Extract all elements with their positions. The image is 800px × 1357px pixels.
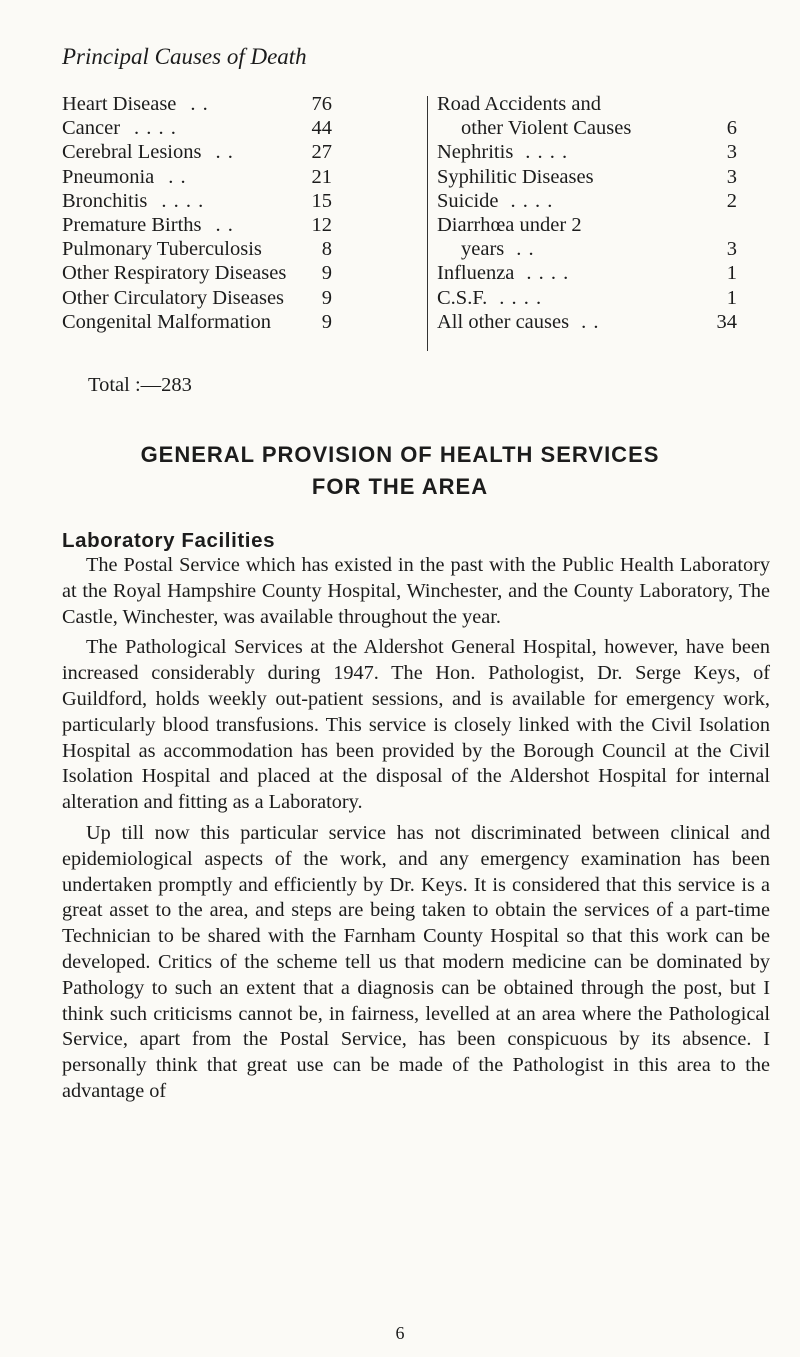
cause-label: Nephritis	[437, 141, 514, 164]
cause-row	[437, 286, 737, 310]
cause-count: 6	[726, 117, 737, 140]
general-provision-heading-2: FOR THE AREA	[311, 474, 489, 499]
cause-row	[437, 92, 737, 116]
cause-label: Road Accidents and	[437, 93, 601, 115]
cause-count: 9	[321, 262, 332, 285]
cause-count: 3	[726, 165, 737, 188]
cause-label: Suicide	[437, 189, 499, 212]
cause-count: 8	[321, 238, 332, 261]
cause-label: Bronchitis	[62, 189, 148, 212]
paragraph: Up till now this particular service has not discriminated between clinical and epidemiological aspects of the work, and any emergency examination has been undertaken promptly and efficiently by Dr. Keys. It is considered that this service is a great asset to the area, and steps are being taken to obtain the services of a part-time Technician to be shared with the Farnham County Hospital so that this work can be developed. Critics of the scheme tell us that modern medicine can be dominated by Pathology to such an extent that a diagnosis can be obtained through the post, but I think such criticisms cannot be, in fairness, levelled at an area where the Pathological Service, apart from the Postal Service, has been conspicuous by its absence. I personally think that great use can be made of the Pathologist in this area to the advantage of	[62, 821, 770, 1102]
laboratory-facilities-heading: Laboratory Facilities	[62, 529, 276, 552]
cause-row	[437, 116, 737, 140]
cause-label: Pulmonary Tuberculosis	[62, 238, 262, 261]
cause-count: 2	[726, 189, 737, 212]
cause-row	[62, 92, 407, 116]
cause-row	[437, 237, 737, 261]
cause-count: 3	[726, 238, 737, 261]
leader-dots: . . . .	[134, 117, 177, 140]
cause-label: Cancer	[62, 117, 121, 140]
leader-dots: . . . .	[499, 286, 543, 309]
cause-row	[437, 165, 737, 189]
leader-dots: . .	[215, 213, 234, 236]
leader-dots: . .	[190, 93, 209, 115]
leader-dots: . . . .	[525, 141, 569, 164]
leader-dots: . .	[168, 165, 187, 188]
cause-label: Other Circulatory Diseases	[62, 286, 285, 309]
cause-count: 12	[311, 213, 332, 236]
leader-dots: . .	[215, 141, 234, 164]
causes-right-column	[437, 92, 737, 334]
paragraph: The Pathological Services at the Aldershot General Hospital, however, have been increased considerably during 1947. The Hon. Pathologist, Dr. Serge Keys, of Guildford, holds weekly out-patient sessions, and is available for emergency work, particularly blood transfusions. This service is closely linked with the Civil Isolation Hospital as accommodation has been provided by the Borough Council at the Civil Isolation Hospital and placed at the disposal of the Aldershot Hospital for internal alteration and fitting as a Laboratory.	[62, 636, 770, 814]
leader-dots: . . . .	[510, 189, 554, 212]
total-deaths: Total :—283	[88, 374, 192, 396]
cause-label: Diarrhœa under 2	[437, 213, 582, 236]
general-provision-heading: GENERAL PROVISION OF HEALTH SERVICES	[140, 442, 660, 467]
causes-of-death-table	[62, 92, 762, 362]
cause-label: All other causes	[437, 310, 570, 333]
cause-label: other Violent Causes	[461, 117, 632, 140]
cause-row	[62, 261, 407, 285]
cause-row	[62, 310, 407, 334]
cause-count: 15	[311, 189, 332, 212]
cause-row	[437, 261, 737, 285]
cause-label: Cerebral Lesions	[62, 141, 202, 164]
cause-label: Premature Births	[62, 213, 202, 236]
paragraph: The Postal Service which has existed in the past with the Public Health Laboratory at the Royal Hampshire County Hospital, Winchester, and the County Laboratory, The Castle, Winchester, was available throughout the year.	[62, 554, 770, 628]
cause-count: 21	[311, 165, 332, 188]
page-number: 6	[395, 1323, 405, 1343]
column-divider	[427, 96, 428, 351]
cause-row	[62, 116, 407, 140]
leader-dots: . .	[516, 238, 535, 261]
section-title: Principal Causes of Death	[62, 44, 307, 69]
cause-count: 3	[726, 141, 737, 164]
cause-row	[62, 189, 407, 213]
cause-row	[62, 140, 407, 164]
leader-dots: . . . .	[161, 189, 205, 212]
cause-label: Heart Disease	[62, 93, 177, 115]
cause-label: C.S.F.	[437, 286, 488, 309]
cause-count: 27	[311, 141, 332, 164]
cause-label: Congenital Malformation	[62, 310, 271, 333]
cause-row	[437, 140, 737, 164]
cause-row	[62, 237, 407, 261]
cause-label: Influenza	[437, 262, 515, 285]
cause-row	[62, 213, 407, 237]
cause-count: 9	[321, 310, 332, 333]
causes-left-column	[62, 92, 407, 334]
leader-dots: . . . .	[526, 262, 570, 285]
cause-row	[62, 165, 407, 189]
cause-label: Syphilitic Diseases	[437, 165, 594, 188]
cause-count: 1	[726, 262, 737, 285]
cause-label: Pneumonia	[62, 165, 155, 188]
cause-label: years	[461, 238, 505, 261]
cause-row	[62, 286, 407, 310]
cause-count: 1	[726, 286, 737, 309]
cause-count: 34	[716, 310, 737, 333]
cause-count: 44	[311, 117, 332, 140]
cause-label: Other Respiratory Diseases	[62, 262, 287, 285]
cause-row	[437, 189, 737, 213]
cause-row	[437, 213, 737, 237]
cause-row	[437, 310, 737, 334]
cause-count: 9	[321, 286, 332, 309]
cause-count: 76	[311, 93, 332, 115]
leader-dots: . .	[581, 310, 600, 333]
body-text	[62, 553, 770, 1110]
